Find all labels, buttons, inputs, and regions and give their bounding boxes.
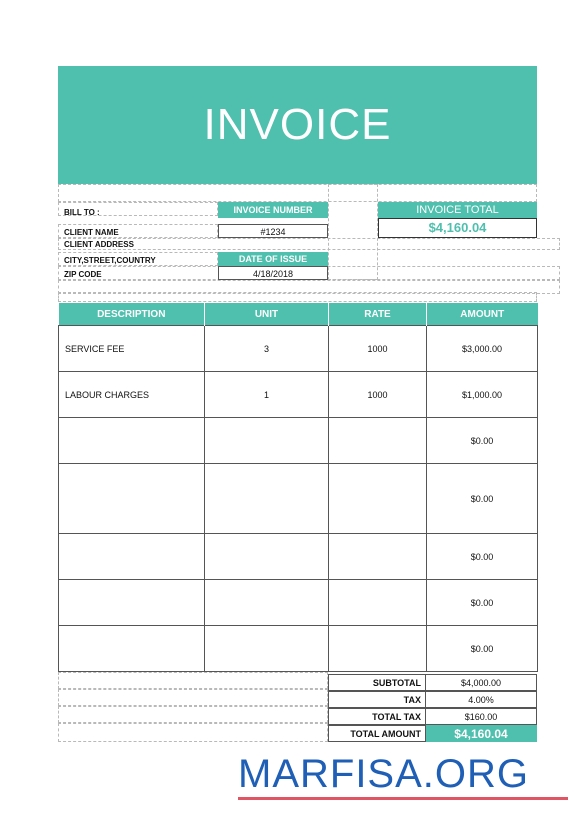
- brand-logo: MARFISA.ORG: [238, 752, 530, 796]
- cell-description: [59, 418, 205, 464]
- items-table: [58, 303, 538, 672]
- client-name-label: CLIENT NAME: [64, 228, 119, 237]
- tax-row: [328, 691, 537, 708]
- invoice-title: INVOICE: [203, 100, 392, 149]
- tax-label: TAX: [328, 691, 426, 708]
- cell-unit: [205, 418, 329, 464]
- table-header-row: [59, 303, 538, 326]
- grid-col: [328, 184, 378, 280]
- grid-row: [58, 706, 328, 723]
- grid-row: [58, 723, 328, 742]
- column-header-unit: UNIT: [205, 303, 329, 326]
- column-header-description: DESCRIPTION: [59, 303, 205, 326]
- total-tax-value: $160.00: [426, 708, 537, 725]
- total-amount-row: [328, 725, 537, 742]
- invoice-number-value: #1234: [218, 224, 328, 238]
- subtotal-row: [328, 674, 537, 691]
- date-of-issue-label: DATE OF ISSUE: [218, 252, 328, 266]
- cell-rate: [329, 418, 427, 464]
- cell-amount: $0.00: [427, 626, 538, 672]
- invoice-total-label: INVOICE TOTAL: [378, 202, 537, 218]
- grid-row: [58, 672, 328, 689]
- cell-description: SERVICE FEE: [59, 326, 205, 372]
- table-row: [59, 326, 538, 372]
- client-address-label: CLIENT ADDRESS: [64, 240, 134, 249]
- grid-row: [58, 292, 537, 302]
- total-tax-row: [328, 708, 537, 725]
- cell-unit: 3: [205, 326, 329, 372]
- table-row: [59, 464, 538, 534]
- table-row: [59, 372, 538, 418]
- cell-rate: [329, 534, 427, 580]
- cell-description: [59, 534, 205, 580]
- total-amount-label: TOTAL AMOUNT: [328, 725, 426, 742]
- zip-label: ZIP CODE: [64, 270, 102, 279]
- table-row: [59, 580, 538, 626]
- cell-amount: $0.00: [427, 418, 538, 464]
- cell-description: [59, 626, 205, 672]
- tax-value: 4.00%: [426, 691, 537, 708]
- cell-description: LABOUR CHARGES: [59, 372, 205, 418]
- date-of-issue-value: 4/18/2018: [218, 266, 328, 280]
- table-row: [59, 418, 538, 464]
- invoice-number-label: INVOICE NUMBER: [218, 202, 328, 218]
- column-header-rate: RATE: [329, 303, 427, 326]
- table-row: [59, 534, 538, 580]
- cell-rate: 1000: [329, 326, 427, 372]
- cell-rate: 1000: [329, 372, 427, 418]
- cell-unit: [205, 580, 329, 626]
- cell-unit: [205, 626, 329, 672]
- cell-description: [59, 580, 205, 626]
- cell-rate: [329, 626, 427, 672]
- invoice-total-value: $4,160.04: [378, 218, 537, 238]
- city-label: CITY,STREET,COUNTRY: [64, 256, 156, 265]
- cell-description: [59, 464, 205, 534]
- cell-amount: $3,000.00: [427, 326, 538, 372]
- cell-unit: [205, 534, 329, 580]
- brand-underline: [238, 797, 568, 800]
- cell-amount: $0.00: [427, 580, 538, 626]
- grid-row: [58, 184, 537, 202]
- column-header-amount: AMOUNT: [427, 303, 538, 326]
- cell-amount: $0.00: [427, 464, 538, 534]
- grid-row: [58, 689, 328, 706]
- total-amount-value: $4,160.04: [426, 725, 537, 742]
- cell-unit: [205, 464, 329, 534]
- cell-amount: $1,000.00: [427, 372, 538, 418]
- cell-rate: [329, 580, 427, 626]
- bill-to-label: BILL TO :: [64, 208, 100, 217]
- invoice-header: [58, 66, 537, 184]
- subtotal-label: SUBTOTAL: [328, 674, 426, 691]
- cell-amount: $0.00: [427, 534, 538, 580]
- cell-unit: 1: [205, 372, 329, 418]
- subtotal-value: $4,000.00: [426, 674, 537, 691]
- cell-rate: [329, 464, 427, 534]
- table-row: [59, 626, 538, 672]
- total-tax-label: TOTAL TAX: [328, 708, 426, 725]
